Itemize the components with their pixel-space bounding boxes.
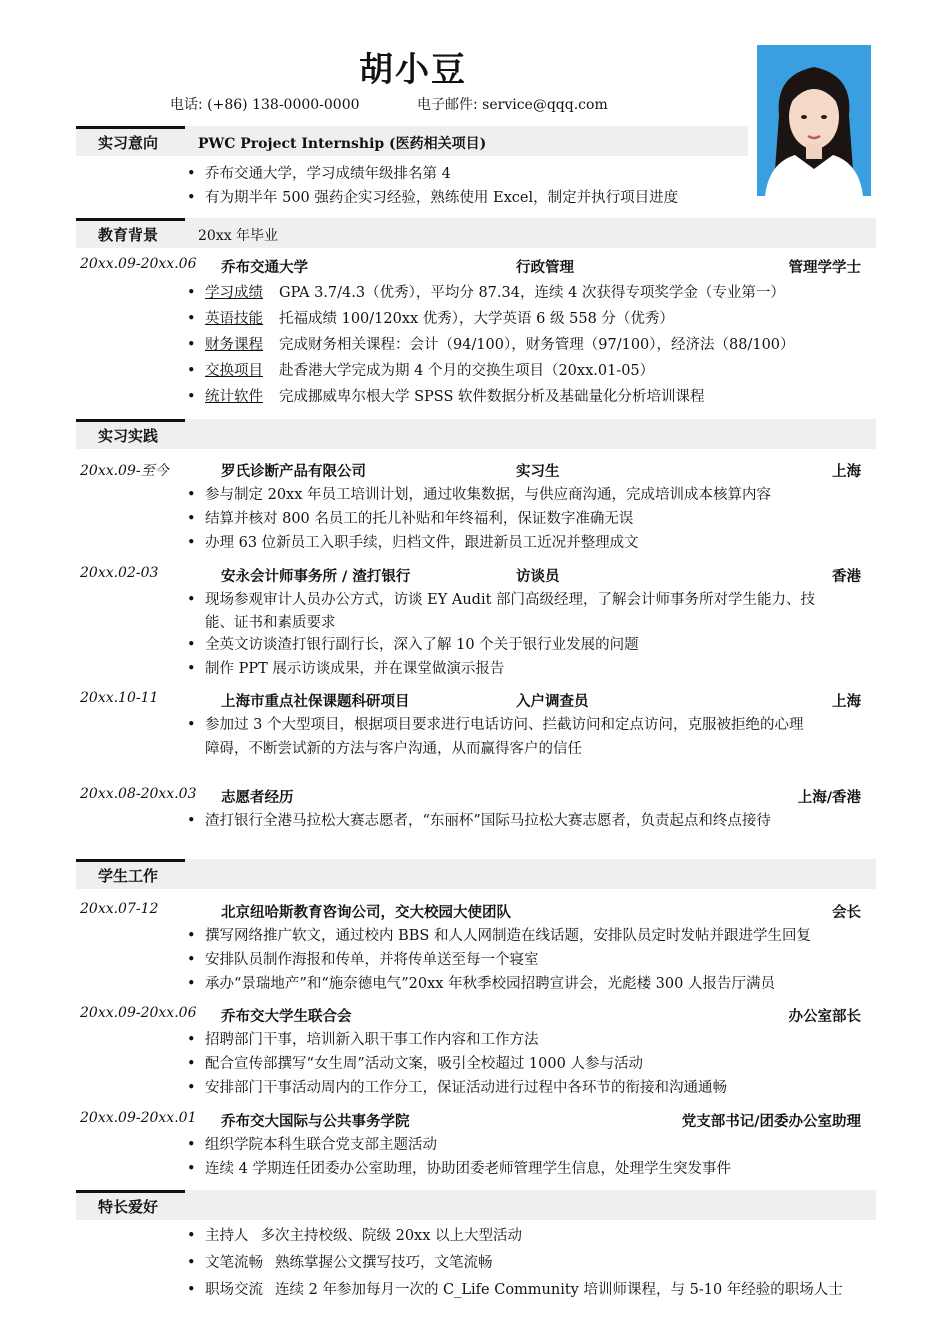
list-item: • 现场参观审计人员办公方式，访谈 EY Audit 部门高级经理，了解会计师事务所对学生能力、技 — [187, 590, 877, 611]
list-item: • 参加过 3 个大型项目，根据项目要求进行电话访问、拦截访问和定点访问，克服被拒绝的心理 — [187, 715, 877, 736]
phone-line — [170, 94, 360, 114]
list-item: • 安排部门干事活动周内的工作分工，保证活动进行过程中各环节的衔接和沟通通畅 — [187, 1078, 877, 1099]
list-item: • 乔布交通大学，学习成绩年级排名第 4 — [187, 164, 877, 185]
entry-org: 北京纽哈斯教育咨询公司，交大校园大使团队 — [221, 905, 511, 921]
list-item: • 有为期半年 500 强药企实习经验，熟练使用 Excel，制定并执行项目进度 — [187, 188, 877, 209]
entry-org: 乔布交大国际与公共事务学院 — [221, 1114, 410, 1130]
section-title: 学生工作 — [98, 867, 159, 885]
list-item: • 学习成绩 GPA 3.7/4.3（优秀），平均分 87.34，连续 4 次获得专项奖学金（专业第一） — [187, 283, 877, 304]
list-item: • 招聘部门干事，培训新入职干事工作内容和工作方法 — [187, 1030, 877, 1051]
list-item: • 组织学院本科生联合党支部主题活动 — [187, 1135, 877, 1156]
graduation-year: 20xx 年毕业 — [198, 228, 279, 244]
list-item: • 结算并核对 800 名员工的托儿补贴和年终福利，保证数字准确无误 — [187, 509, 877, 530]
entry-location: 上海/香港 — [797, 790, 861, 806]
entry-date: 20xx.09-20xx.01 — [80, 1110, 197, 1126]
list-item: • 连续 4 学期连任团委办公室助理，协助团委老师管理学生信息，处理学生突发事件 — [187, 1159, 877, 1180]
entry-date: 20xx.07-12 — [80, 901, 159, 917]
list-item: • 英语技能 托福成绩 100/120xx 优秀），大学英语 6 级 558 分（优秀） — [187, 309, 877, 330]
entry-position: 办公室部长 — [788, 1009, 861, 1025]
section-hobbies — [76, 1190, 876, 1220]
list-item: • 安排队员制作海报和传单，并将传单送至每一个寝室 — [187, 950, 877, 971]
entry-org: 安永会计师事务所 / 渣打银行 — [221, 569, 411, 585]
section-title: 实习意向 — [98, 134, 159, 152]
entry-position: 会长 — [832, 905, 861, 921]
list-item: • 办理 63 位新员工入职手续，归档文件，跟进新员工近况并整理成文 — [187, 533, 877, 554]
section-practice — [76, 419, 876, 449]
section-intent — [76, 126, 748, 156]
list-item: • 渣打银行全港马拉松大赛志愿者，“东丽杯”国际马拉松大赛志愿者，负责起点和终点接待 — [187, 811, 877, 832]
list-item: • 交换项目 赴香港大学完成为期 4 个月的交换生项目（20xx.01-05） — [187, 361, 877, 382]
phone-value: (+86) 138-0000-0000 — [207, 97, 360, 113]
list-item: • 参与制定 20xx 年员工培训计划，通过收集数据，与供应商沟通，完成培训成本核算内容 — [187, 485, 877, 506]
entry-date: 20xx.08-20xx.03 — [80, 786, 197, 802]
edu-school: 乔布交通大学 — [221, 260, 308, 276]
list-item: • 文笔流畅 熟练掌握公文撰写技巧，文笔流畅 — [187, 1253, 877, 1274]
section-title: 实习实践 — [98, 427, 159, 445]
list-item: • 撰写网络推广软文，通过校内 BBS 和人人网制造在线话题，安排队员定时发帖并跟进学生回复 — [187, 926, 877, 947]
section-student-work — [76, 859, 876, 889]
entry-org: 志愿者经历 — [221, 790, 294, 806]
email-line — [417, 94, 608, 114]
entry-role: 访谈员 — [516, 569, 560, 585]
entry-location: 上海 — [832, 464, 861, 480]
list-item: • 全英文访谈渣打银行副行长，深入了解 10 个关于银行业发展的问题 — [187, 635, 877, 656]
entry-role: 实习生 — [516, 464, 560, 480]
entry-date: 20xx.09-20xx.06 — [80, 1005, 197, 1021]
entry-date: 20xx.09-至今 — [80, 463, 169, 479]
list-item: • 配合宣传部撰写“女生周”活动文案，吸引全校超过 1000 人参与活动 — [187, 1054, 877, 1075]
email-value: service@qqq.com — [482, 97, 608, 113]
list-item: • 主持人 多次主持校级、院级 20xx 以上大型活动 — [187, 1226, 877, 1247]
edu-date: 20xx.09-20xx.06 — [80, 256, 197, 272]
intent-target: PWC Project Internship (医药相关项目) — [198, 136, 487, 152]
entry-location: 香港 — [832, 569, 861, 585]
edu-degree: 管理学学士 — [788, 260, 861, 276]
entry-date: 20xx.02-03 — [80, 565, 159, 581]
list-item: • 职场交流 连续 2 年参加每月一次的 C_Life Community 培训师课程，与 5-10 年经验的职场人士 — [187, 1280, 877, 1301]
resume-name: 胡小豆 — [359, 50, 467, 90]
list-item-continuation: 能、证书和素质要求 — [205, 615, 336, 631]
entry-org: 上海市重点社保课题科研项目 — [221, 694, 410, 710]
entry-position: 党支部书记/团委办公室助理 — [681, 1114, 861, 1130]
phone-label: 电话: — [170, 97, 203, 113]
section-title: 特长爱好 — [98, 1198, 159, 1216]
list-item: • 统计软件 完成挪威卑尔根大学 SPSS 软件数据分析及基础量化分析培训课程 — [187, 387, 877, 408]
list-item: • 制作 PPT 展示访谈成果，并在课堂做演示报告 — [187, 659, 877, 680]
entry-role: 入户调查员 — [516, 694, 589, 710]
entry-org: 罗氏诊断产品有限公司 — [221, 464, 366, 480]
list-item: • 承办“景瑞地产”和“施奈德电气”20xx 年秋季校园招聘宣讲会，光彪楼 300 人报告厅满员 — [187, 974, 877, 995]
email-label: 电子邮件: — [417, 97, 478, 113]
list-item-continuation: 障碍，不断尝试新的方法与客户沟通，从而赢得客户的信任 — [205, 741, 582, 757]
entry-org: 乔布交大学生联合会 — [221, 1009, 352, 1025]
entry-date: 20xx.10-11 — [80, 690, 159, 706]
list-item: • 财务课程 完成财务相关课程：会计（94/100），财务管理（97/100），经济法（88/100） — [187, 335, 877, 356]
entry-location: 上海 — [832, 694, 861, 710]
section-education — [76, 218, 876, 248]
edu-major: 行政管理 — [516, 260, 574, 276]
section-title: 教育背景 — [98, 226, 159, 244]
